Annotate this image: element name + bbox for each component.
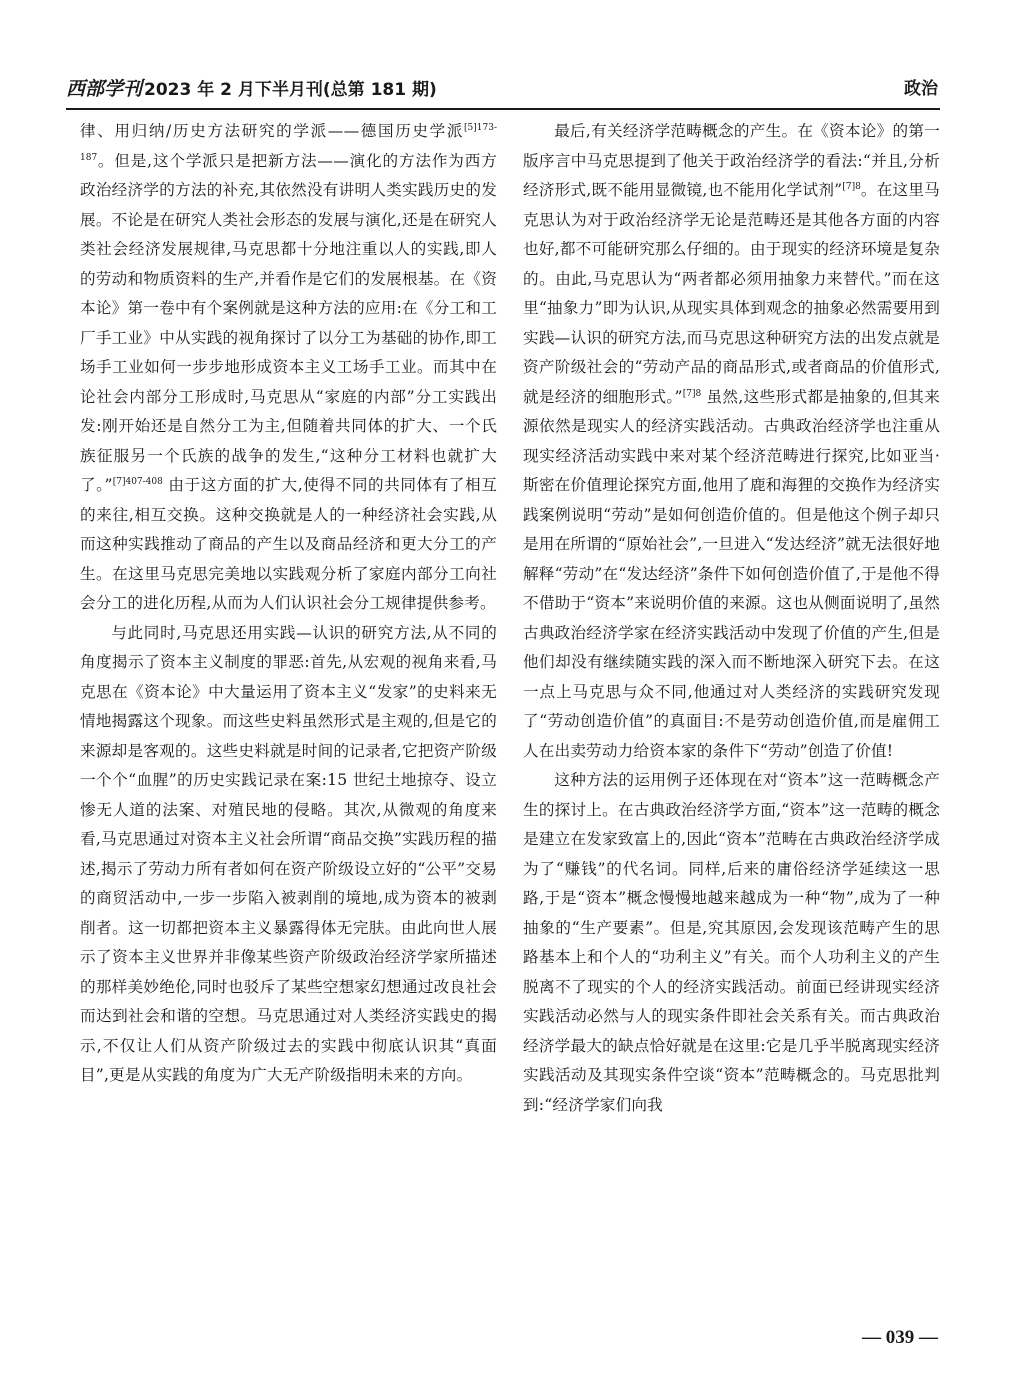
journal-title	[66, 74, 437, 104]
body-paragraph	[80, 117, 497, 619]
paragraph-text: 律、用归纳/历史方法研究的学派——德国历史学派	[80, 122, 465, 140]
section-label: 政治	[904, 79, 938, 99]
journal-logo: 西部学刊	[66, 78, 143, 100]
body-paragraph: 与此同时,马克思还用实践—认识的研究方法,从不同的角度揭示了资本主义制度的罪恶:首先,从宏观的视角来看,马克思在《资本论》中大量运用了资本主义“发家”的史料来无情地揭露这个现象。而这些史料虽然形式是主观的,但是它的来源却是客观的。这些史料就是时间的记录者,它把资产阶级一个个“血腥”的历史实践记录在案:15 世纪土地掠夺、设立惨无人道的法案、对殖民地的侵略。其次,从微观的角度来看,马克思通过对资本主义社会所谓“商品交换”实践历程的描述,揭示了劳动力所有者如何在资产阶级设立好的“公平”交易的商贸活动中,一步一步陷入被剥削的境地,成为资本的被剥削者。这一切都把资本主义暴露得体无完肤。由此向世人展示了资本主义世界并非像某些资产阶级政治经济学家所描述的那样美妙绝伦,同时也驳斥了某些空想家幻想通过改良社会而达到社会和谐的空想。马克思通过对人类经济实践史的揭示,不仅让人们从资产阶级过去的实践中彻底认识其“真面目”,更是从实践的角度为广大无产阶级指明未来的方向。	[80, 623, 497, 1084]
paragraph-text: 。在这里马克思认为对于政治经济学无论是范畴还是其他各方面的内容也好,都不可能研究那么仔细的。由于现实的经济环境是复杂的。由此,马克思认为“两者都必须用抽象力来替代。”而在这里“抽象力”即为认识,从现实具体到观念的抽象必然需要用到实践—认识的研究方法,而马克思这种研究方法的出发点就是资产阶级社会的“劳动产品的商品形式,或者商品的价值形式,就是经济的细胞形式。”	[523, 181, 940, 406]
running-header	[66, 72, 940, 110]
paragraph-text: 由于这方面的扩大,使得不同的共同体有了相互的来往,相互交换。这种交换就是人的一种经济社会实践,从而这种实践推动了商品的产生以及商品经济和更大分工的产生。在这里马克思完美地以实践观分析了家庭内部分工向社会分工的进化历程,从而为人们认识社会分工规律提供参考。	[80, 476, 497, 612]
right-column	[523, 117, 940, 1307]
citation: [7]8	[842, 181, 861, 192]
citation: [5]173-187	[80, 122, 497, 163]
paragraph-text: 最后,有关经济学范畴概念的产生。在《资本论》的第一版序言中马克思提到了他关于政治经济学的看法:“并且,分析经济形式,既不能用显微镜,也不能用化学试剂”	[523, 122, 940, 199]
paragraph-text: 。但是,这个学派只是把新方法——演化的方法作为西方政治经济学的方法的补充,其依然没有讲明人类实践历史的发展。不论是在研究人类社会形态的发展与演化,还是在研究人类社会经济发展规律,马克思都十分地注重以人的实践,即人的劳动和物质资料的生产,并看作是它们的发展根基。在《资本论》第一卷中有个案例就是这种方法的应用:在《分工和工厂手工业》中从实践的视角探讨了以分工为基础的协作,即工场手工业如何一步步地形成资本主义工场手工业。而其中在论社会内部分工形成时,马克思从“家庭的内部”分工实践出发:刚开始还是自然分工为主,但随着共同体的扩大、一个氏族征服另一个氏族的战争的发生,“这种分工材料也就扩大了。”	[80, 151, 497, 494]
left-column	[80, 117, 497, 1307]
paragraph-text: 虽然,这些形式都是抽象的,但其来源依然是现实人的经济实践活动。古典政治经济学也注重从现实经济活动实践中来对某个经济范畴进行探究,比如亚当·斯密在价值理论探究方面,他用了鹿和海狸的交换作为经济实践案例说明“劳动”是如何创造价值的。但是他这个例子却只是用在所谓的“原始社会”,一旦进入“发达经济”就无法很好地解释“劳动”在“发达经济”条件下如何创造价值了,于是他不得不借助于“资本”来说明价值的来源。这也从侧面说明了,虽然古典政治经济学家在经济实践活动中发现了价值的产生,但是他们却没有继续随实践的深入而不断地深入研究下去。在这一点上马克思与众不同,他通过对人类经济的实践研究发现了“劳动创造价值”的真面目:不是劳动创造价值,而是雇佣工人在出卖劳动力给资本家的条件下“劳动”创造了价值!	[523, 387, 940, 760]
citation: [7]8	[682, 388, 702, 399]
issue-info: 2023 年 2 月下半月刊(总第 181 期)	[144, 80, 437, 100]
citation: [7]407-408	[112, 476, 163, 487]
body-paragraph: 这种方法的运用例子还体现在对“资本”这一范畴概念产生的探讨上。在古典政治经济学方面,“资本”这一范畴的概念是建立在发家致富上的,因此“资本”范畴在古典政治经济学成为了“赚钱”的代名词。同样,后来的庸俗经济学延续这一思路,于是“资本”概念慢慢地越来越成为一种“物”,成为了一种抽象的“生产要素”。但是,究其原因,会发现该范畴产生的思路基本上和个人的“功利主义”有关。而个人功利主义的产生脱离不了现实的个人的经济实践活动。前面已经讲现实经济实践活动必然与人的现实条件即社会关系有关。而古典政治经济学最大的缺点恰好就是在这里:它是几乎半脱离现实经济实践活动及其现实条件空谈“资本”范畴概念的。马克思批判到:“经济学家们向我	[523, 771, 940, 1114]
page-number: — 039 —	[862, 1327, 938, 1348]
body-paragraph	[523, 117, 940, 766]
